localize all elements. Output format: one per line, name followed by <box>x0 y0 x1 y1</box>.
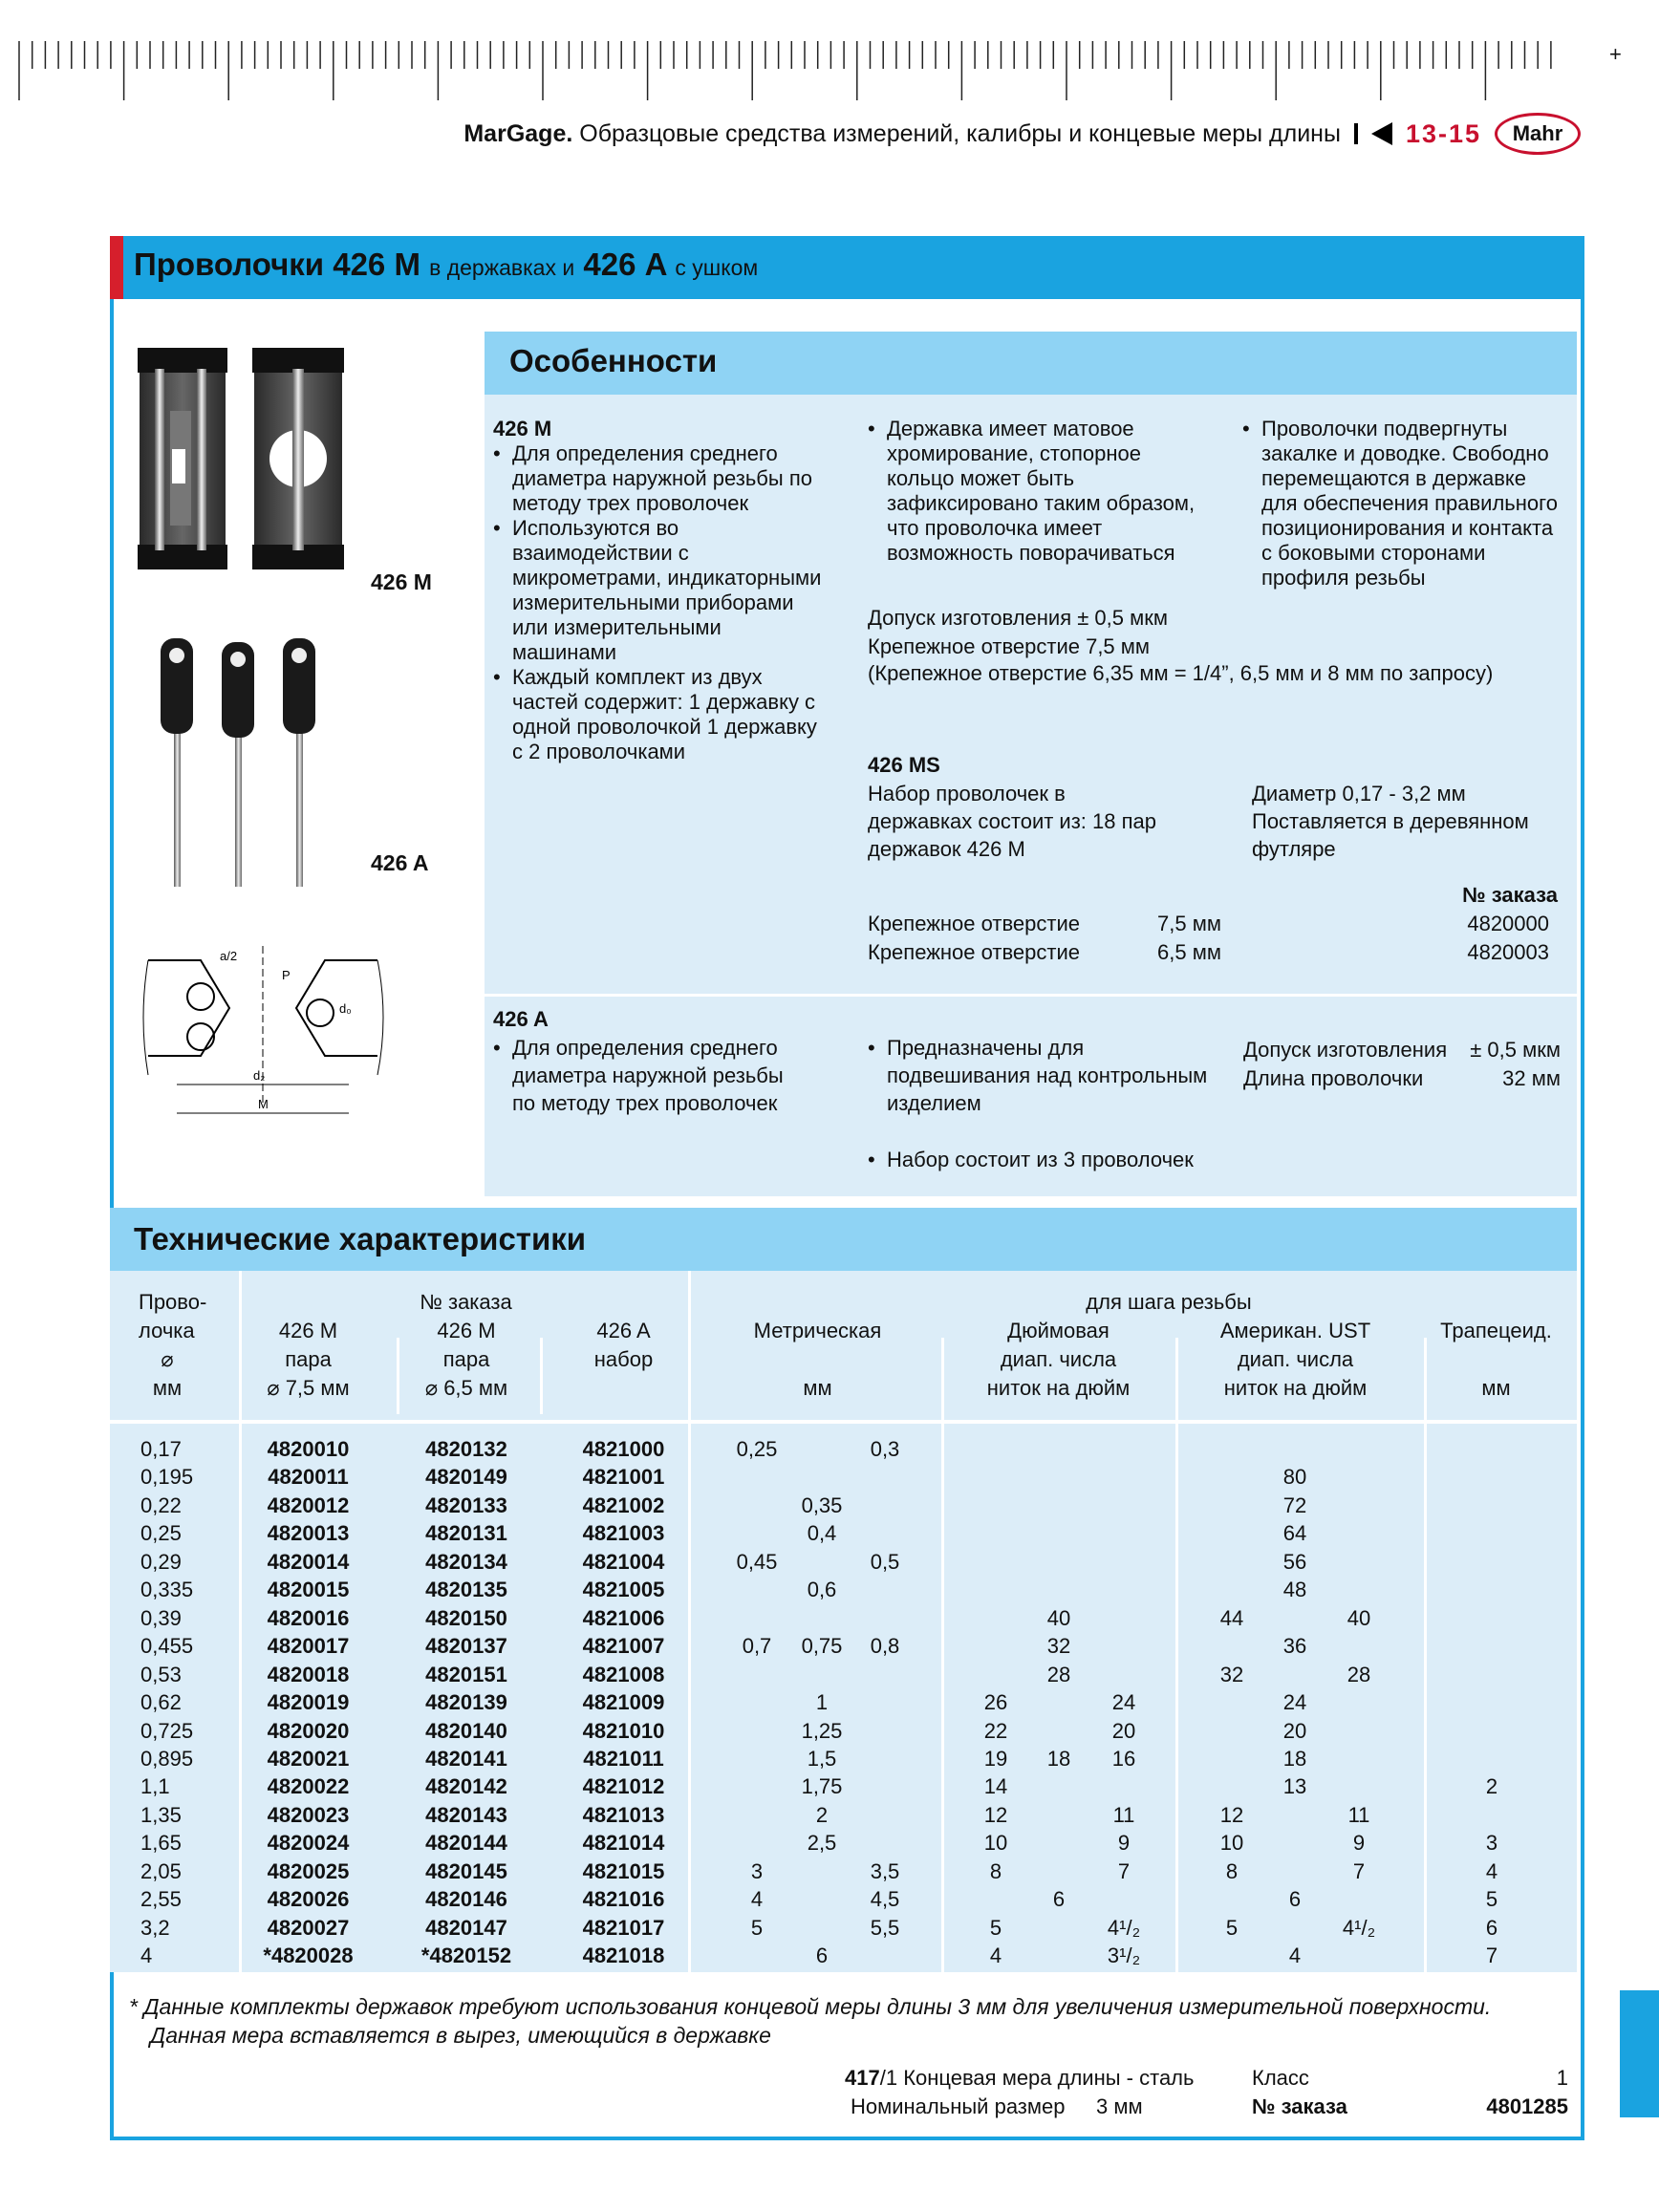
table-cell: 4821004 <box>582 1549 665 1574</box>
table-cell: 4820019 <box>267 1690 350 1715</box>
table-cell: 14 <box>983 1774 1008 1799</box>
nav-bar-icon <box>1354 123 1358 144</box>
table-cell: 4820147 <box>425 1915 507 1940</box>
col-separator <box>1175 1338 1178 1972</box>
table-cell: 4821016 <box>582 1887 665 1912</box>
table-cell: 4821003 <box>582 1521 665 1546</box>
three-wire-diagram <box>139 941 392 1132</box>
table-cell: 4821009 <box>582 1690 665 1715</box>
len-value-426a: 32 мм <box>1502 1066 1561 1090</box>
code-426m: 426 M <box>493 417 552 440</box>
hole-426m: Крепежное отверстие 7,5 мм <box>868 634 1151 658</box>
table-cell: 4821013 <box>582 1802 665 1827</box>
diagram-label-m: M <box>258 1097 269 1111</box>
hdr-order: № заказа <box>420 1290 512 1314</box>
product-image-426m <box>134 344 354 578</box>
hole-note-426m: (Крепежное отверстие 6,35 мм = 1/4”, 6,5 мм и 8 мм по запросу) <box>868 661 1494 685</box>
footer-nominal-value: 3 мм <box>1096 2094 1143 2118</box>
diagram-label-a: a/2 <box>220 949 238 963</box>
table-cell: 4820137 <box>425 1634 507 1659</box>
table-cell: 3,5 <box>870 1858 900 1883</box>
table-cell: 0,5 <box>870 1549 900 1574</box>
col-separator <box>1424 1338 1427 1972</box>
table-cell: 4820144 <box>425 1831 507 1856</box>
table-cell: 40 <box>1347 1605 1371 1630</box>
footer-class-value: 1 <box>1556 2066 1568 2090</box>
list-item: • Предназначены для подвешивания над контрольным изделием <box>868 1034 1221 1117</box>
table-cell: 11 <box>1347 1802 1370 1827</box>
mahr-logo: Mahr <box>1495 113 1581 155</box>
table-cell: 32 <box>1219 1662 1244 1686</box>
table-cell: 7 <box>1485 1944 1498 1968</box>
table-cell: 4820015 <box>267 1578 350 1602</box>
table-cell: 1,25 <box>801 1718 843 1743</box>
table-cell: 4821011 <box>583 1746 664 1771</box>
tech-title: Технические характеристики <box>134 1221 587 1256</box>
table-cell: 6 <box>1052 1887 1066 1912</box>
table-cell: 3,2 <box>140 1915 170 1940</box>
table-cell: 1,75 <box>801 1774 843 1799</box>
len-label-426a: Длина проволочки <box>1243 1066 1424 1090</box>
table-cell: 6 <box>815 1944 829 1968</box>
table-cell: 4820132 <box>425 1437 507 1461</box>
table-cell: 40 <box>1046 1605 1071 1630</box>
table-cell: 19 <box>983 1746 1008 1771</box>
table-cell: 13 <box>1282 1774 1307 1799</box>
table-cell: 5,5 <box>870 1915 900 1940</box>
table-cell: 0,25 <box>736 1437 778 1461</box>
table-cell: 4820014 <box>267 1549 350 1574</box>
table-cell: 10 <box>983 1831 1008 1856</box>
table-cell: 0,7 <box>742 1634 772 1659</box>
table-cell: 4821017 <box>582 1915 665 1940</box>
table-cell: 12 <box>983 1802 1008 1827</box>
list-426a-col2 <box>868 1034 1221 1173</box>
table-cell: 48 <box>1282 1578 1307 1602</box>
list-item: • Для определения среднего диаметра наружной резьбы по методу трех проволочек <box>493 1034 808 1117</box>
code-426a: 426 A <box>493 1007 549 1031</box>
table-cell: 5 <box>989 1915 1002 1940</box>
diagram-label-p: P <box>282 968 291 982</box>
code-426ms: 426 MS <box>868 753 940 777</box>
table-cell: 0,53 <box>140 1662 182 1686</box>
list-426m-col3 <box>1242 417 1562 591</box>
hdr-inch: Дюймовая диап. числа ниток на дюйм <box>986 1319 1131 1400</box>
page-number: 13-15 <box>1405 118 1481 148</box>
table-cell: 7 <box>1117 1858 1131 1883</box>
table-cell: 18 <box>1282 1746 1307 1771</box>
table-cell: 0,29 <box>140 1549 182 1574</box>
table-cell: 5 <box>1225 1915 1239 1940</box>
table-cell: 4820026 <box>267 1887 350 1912</box>
table-cell: 4 <box>750 1887 764 1912</box>
footer-class-label: Класс <box>1252 2066 1309 2090</box>
page-header <box>463 113 1581 155</box>
hdr-426m-75: 426 M пара ⌀ 7,5 мм <box>267 1319 350 1400</box>
ms-row-size: 6,5 мм <box>1157 940 1221 964</box>
table-cell: 4820024 <box>267 1831 350 1856</box>
table-cell: 4821014 <box>582 1831 665 1856</box>
table-cell: 3¹/₂ <box>1107 1944 1141 1968</box>
table-cell: 4820013 <box>267 1521 350 1546</box>
table-cell: 5 <box>750 1915 764 1940</box>
table-cell: 4821006 <box>582 1605 665 1630</box>
page-ruler <box>17 38 1565 105</box>
table-cell: 4821007 <box>582 1634 665 1659</box>
table-cell: 4820140 <box>425 1718 507 1743</box>
footer-nominal-label: Номинальный размер <box>851 2094 1066 2118</box>
table-cell: 4820023 <box>267 1802 350 1827</box>
table-cell: 0,335 <box>140 1578 194 1602</box>
table-cell: 6 <box>1485 1915 1498 1940</box>
table-cell: 4821002 <box>582 1493 665 1517</box>
table-cell: 4820149 <box>425 1465 507 1490</box>
table-cell: 0,35 <box>801 1493 843 1517</box>
table-cell: 0,3 <box>870 1437 900 1461</box>
table-cell: 28 <box>1347 1662 1371 1686</box>
table-cell: 4821001 <box>582 1465 665 1490</box>
table-cell: 0,17 <box>140 1437 182 1461</box>
table-cell: 72 <box>1282 1493 1307 1517</box>
ms-row-order: 4820000 <box>1467 912 1549 935</box>
table-cell: 4820016 <box>267 1605 350 1630</box>
table-cell: 3 <box>1485 1831 1498 1856</box>
label-426m: 426 M <box>371 569 432 594</box>
hdr-426a: 426 A набор <box>593 1319 654 1371</box>
table-cell: 4820151 <box>425 1662 507 1686</box>
table-cell: 4820143 <box>425 1802 507 1827</box>
table-cell: 7 <box>1352 1858 1366 1883</box>
table-cell: 36 <box>1282 1634 1307 1659</box>
table-cell: 9 <box>1117 1831 1131 1856</box>
footer-order-label: № заказа <box>1252 2094 1347 2118</box>
table-cell: 8 <box>1225 1858 1239 1883</box>
table-cell: 4821012 <box>582 1774 665 1799</box>
table-cell: 20 <box>1282 1718 1307 1743</box>
table-cell: 4821015 <box>582 1858 665 1883</box>
table-cell: 0,895 <box>140 1746 194 1771</box>
ms-row-order: 4820003 <box>1467 940 1549 964</box>
hdr-wire: Прово- лочка ⌀ мм <box>139 1290 207 1400</box>
table-cell: 2 <box>815 1802 829 1827</box>
table-cell: 28 <box>1046 1662 1071 1686</box>
table-cell: 4820012 <box>267 1493 350 1517</box>
table-cell: 4820022 <box>267 1774 350 1799</box>
ms-row-label: Крепежное отверстие <box>868 940 1080 964</box>
table-cell: 0,39 <box>140 1605 182 1630</box>
ruler-plus: + <box>1609 42 1622 66</box>
table-cell: 1 <box>815 1690 829 1715</box>
footnote: * Данные комплекты державок требуют использования концевой меры длины 3 мм для увеличения измерительной поверхности. Данная мера вставляется в вырез, имеющийся в державке <box>129 1994 1492 2048</box>
table-cell: 24 <box>1111 1690 1136 1715</box>
table-cell: 32 <box>1046 1634 1071 1659</box>
table-cell: 5 <box>1485 1887 1498 1912</box>
table-cell: 0,455 <box>140 1634 194 1659</box>
table-cell: 1,35 <box>140 1802 182 1827</box>
back-arrow-icon[interactable] <box>1371 122 1392 145</box>
table-cell: 3 <box>750 1858 764 1883</box>
table-cell: 4820018 <box>267 1662 350 1686</box>
table-cell: 20 <box>1111 1718 1136 1743</box>
header-brand: MarGage. <box>463 119 573 147</box>
table-cell: 2,05 <box>140 1858 182 1883</box>
list-item: • Проволочки подвергнуты закалке и доводке. Свободно перемещаются в державке для обеспечения правильного позиционирования и контакта с боковыми сторонами профиля резьбы <box>1242 417 1562 591</box>
table-cell: 4820131 <box>425 1521 507 1546</box>
features-divider <box>485 994 1577 997</box>
hdr-pitch: для шага резьбы <box>1086 1290 1252 1314</box>
table-cell: 4820020 <box>267 1718 350 1743</box>
list-item: • Державка имеет матовое хромирование, стопорное кольцо может быть зафиксировано таким образом, что проволочка имеет возможность поворачиваться <box>868 417 1202 566</box>
table-cell: 4820010 <box>267 1437 350 1461</box>
table-cell: 16 <box>1111 1746 1136 1771</box>
table-cell: 4¹/₂ <box>1342 1915 1376 1940</box>
table-cell: 0,62 <box>140 1690 182 1715</box>
diagram-label-d2: d₂ <box>253 1068 266 1083</box>
table-cell: 0,22 <box>140 1493 182 1517</box>
table-cell: 24 <box>1282 1690 1307 1715</box>
hdr-426m-65: 426 M пара ⌀ 6,5 мм <box>424 1319 508 1400</box>
ms-row-size: 7,5 мм <box>1157 912 1221 935</box>
table-cell: 4820150 <box>425 1605 507 1630</box>
tolerance-426m: Допуск изготовления ± 0,5 мкм <box>868 606 1168 630</box>
table-cell: 64 <box>1282 1521 1307 1546</box>
table-cell: 6 <box>1288 1887 1302 1912</box>
col-separator <box>540 1338 543 1414</box>
table-cell: 4820025 <box>267 1858 350 1883</box>
table-cell: 4821000 <box>582 1437 665 1461</box>
chapter-tab[interactable] <box>1620 1990 1659 2117</box>
footer-order-value: 4801285 <box>1486 2094 1568 2118</box>
hdr-trap: Трапецеид. мм <box>1440 1319 1552 1400</box>
table-cell: 9 <box>1352 1831 1366 1856</box>
table-cell: 11 <box>1112 1802 1135 1827</box>
table-cell: 4821008 <box>582 1662 665 1686</box>
list-item: • Каждый комплект из двух частей содержит: 1 державку с одной проволочкой 1 державку с 2 проволочками <box>493 665 818 764</box>
table-cell: 4821018 <box>582 1944 665 1968</box>
table-cell: 4820142 <box>425 1774 507 1799</box>
tol-value-426a: ± 0,5 мкм <box>1470 1038 1561 1062</box>
table-cell: 2 <box>1485 1774 1498 1799</box>
col-separator <box>239 1271 242 1972</box>
table-cell: 2,5 <box>807 1831 837 1856</box>
features-title: Особенности <box>509 343 718 378</box>
table-cell: 4820027 <box>267 1915 350 1940</box>
table-cell: 44 <box>1219 1605 1244 1630</box>
table-cell: 1,1 <box>140 1774 170 1799</box>
table-cell: 0,4 <box>807 1521 837 1546</box>
hdr-ust: Американ. UST диап. числа ниток на дюйм <box>1219 1319 1371 1400</box>
table-cell: 4820146 <box>425 1887 507 1912</box>
table-cell: 0,25 <box>140 1521 182 1546</box>
table-cell: 4821005 <box>582 1578 665 1602</box>
table-cell: 2,55 <box>140 1887 182 1912</box>
table-cell: 1,5 <box>807 1746 837 1771</box>
table-cell: 4820139 <box>425 1690 507 1715</box>
table-cell: 22 <box>983 1718 1008 1743</box>
table-cell: 0,8 <box>870 1634 900 1659</box>
table-cell: 4820141 <box>425 1746 507 1771</box>
table-cell: 4820135 <box>425 1578 507 1602</box>
table-cell: 0,75 <box>801 1634 843 1659</box>
section-title: Проволочки 426 M в державках и 426 A с ушком <box>134 247 759 282</box>
list-426m-col1 <box>493 441 823 764</box>
list-item: • Для определения среднего диаметра наружной резьбы по методу трех проволочек <box>493 441 823 516</box>
table-cell: 12 <box>1219 1802 1244 1827</box>
list-item: • Используются во взаимодействии с микрометрами, индикаторными измерительными приборами или измерительными машинами <box>493 516 823 665</box>
table-cell: 0,45 <box>736 1549 778 1574</box>
title-accent <box>110 236 123 299</box>
table-cell: 4821010 <box>582 1718 665 1743</box>
tol-label-426a: Допуск изготовления <box>1243 1038 1448 1062</box>
table-cell: 4 <box>1485 1858 1498 1883</box>
product-image-426a <box>143 638 334 891</box>
table-cell: 4820145 <box>425 1858 507 1883</box>
table-cell: 18 <box>1046 1746 1071 1771</box>
table-cell: 0,725 <box>140 1718 194 1743</box>
footer-code: 417/1 Концевая мера длины - сталь <box>845 2066 1195 2090</box>
list-426m-col2 <box>868 417 1202 566</box>
table-cell: *4820152 <box>420 1944 512 1968</box>
table-cell: 4820133 <box>425 1493 507 1517</box>
row-separator <box>110 1420 1577 1424</box>
table-cell: 26 <box>983 1690 1008 1715</box>
list-item: • Набор состоит из 3 проволочек <box>868 1146 1221 1173</box>
label-426a: 426 A <box>371 850 429 875</box>
diam-426ms: Диаметр 0,17 - 3,2 мм Поставляется в деревянном футляре <box>1252 782 1529 861</box>
order-head-426ms: № заказа <box>1462 883 1558 907</box>
desc-426ms: Набор проволочек в державках состоит из: 18 пар державок 426 M <box>868 782 1156 861</box>
table-cell: 0,195 <box>140 1465 194 1490</box>
table-cell: 8 <box>989 1858 1002 1883</box>
table-cell: 56 <box>1282 1549 1307 1574</box>
table-cell: 4820011 <box>268 1465 349 1490</box>
ms-row-label: Крепежное отверстие <box>868 912 1080 935</box>
list-426a-col1 <box>493 1034 808 1117</box>
table-cell: 4 <box>140 1944 153 1968</box>
table-cell: 4 <box>989 1944 1002 1968</box>
table-cell: 0,6 <box>807 1578 837 1602</box>
table-cell: 10 <box>1219 1831 1244 1856</box>
table-cell: 4820134 <box>425 1549 507 1574</box>
diagram-label-d0: d₀ <box>339 1001 352 1016</box>
table-cell: 1,65 <box>140 1831 182 1856</box>
table-cell: 4¹/₂ <box>1107 1915 1141 1940</box>
header-subtitle: Образцовые средства измерений, калибры и концевые меры длины <box>579 119 1341 147</box>
table-cell: 4,5 <box>870 1887 900 1912</box>
table-cell: 80 <box>1282 1465 1307 1490</box>
table-cell: 4 <box>1288 1944 1302 1968</box>
col-separator <box>941 1338 944 1972</box>
table-cell: 4820017 <box>267 1634 350 1659</box>
table-cell: 4820021 <box>267 1746 350 1771</box>
hdr-metric: Метрическая мм <box>753 1319 882 1400</box>
table-cell: *4820028 <box>263 1944 354 1968</box>
